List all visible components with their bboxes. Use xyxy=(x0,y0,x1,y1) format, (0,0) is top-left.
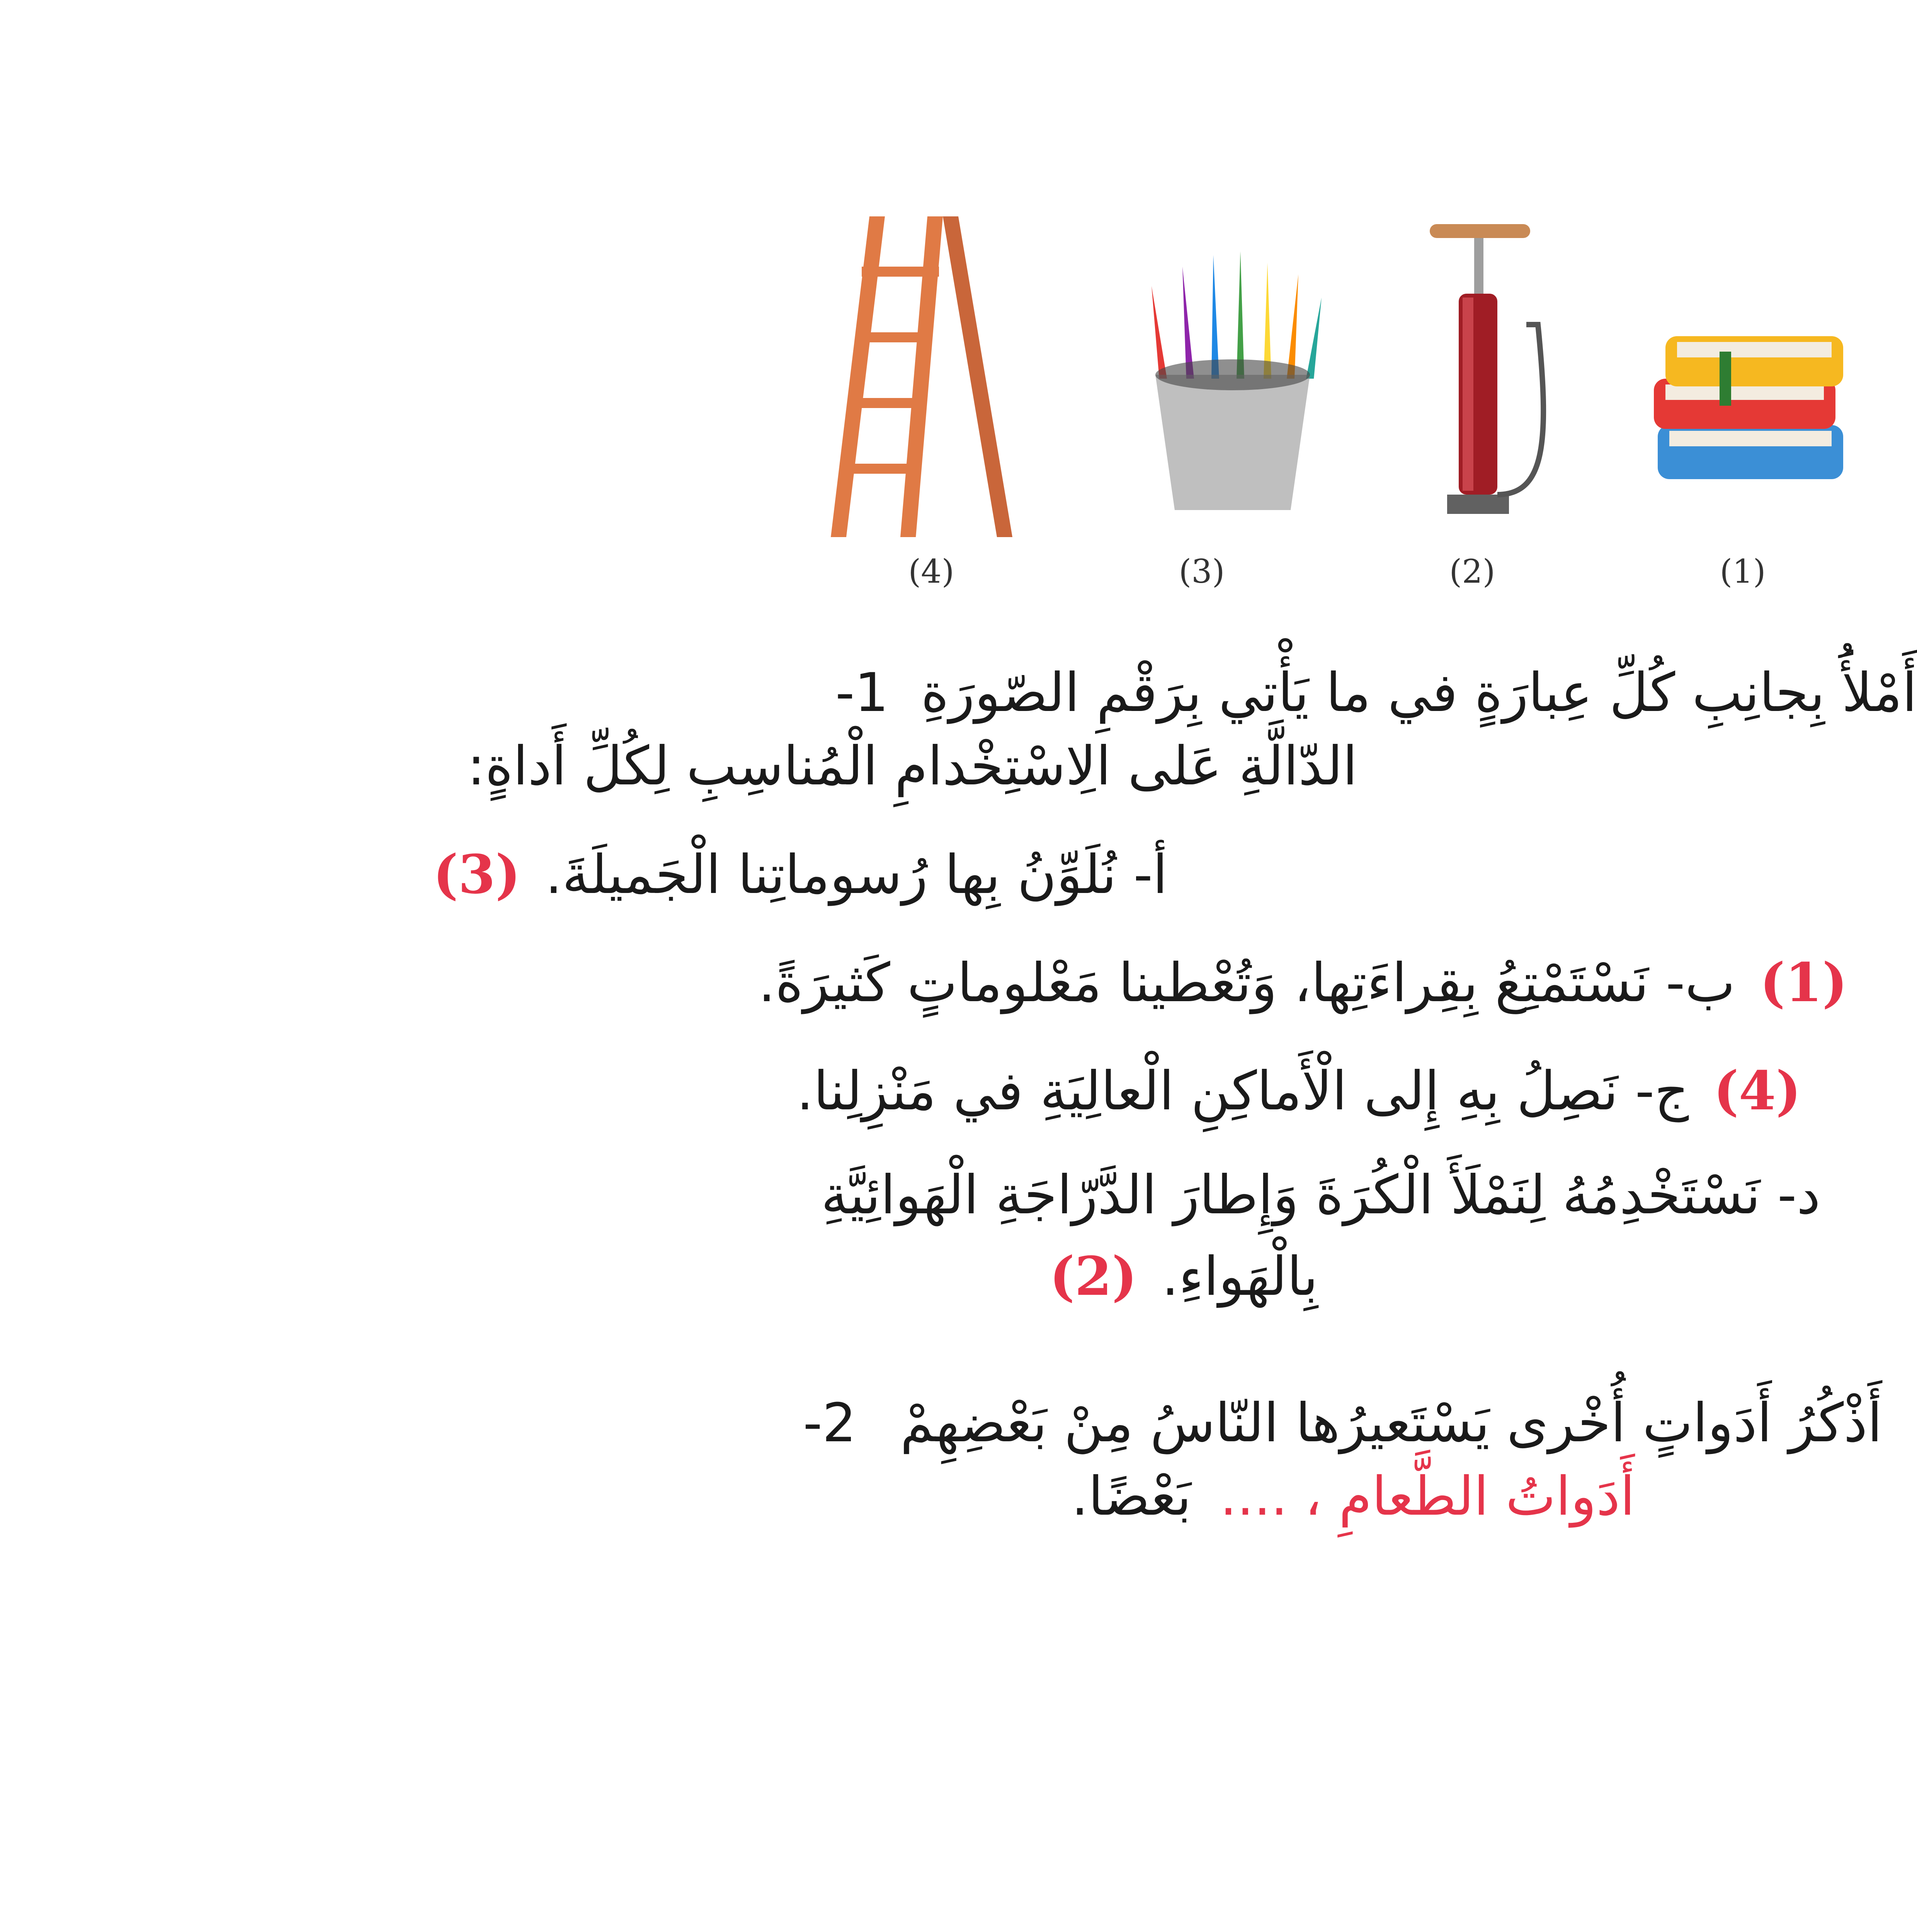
question-1-number: 1- xyxy=(835,662,889,724)
item-c-answer: (4) xyxy=(1713,1059,1801,1122)
pencil-cup-image xyxy=(1124,209,1341,541)
item-a-text: أ- نُلَوِّنُ بِها رُسوماتِنا الْجَميلَةَ. xyxy=(545,844,1168,906)
image-caption-2: (2) xyxy=(1449,553,1495,590)
ladder-image xyxy=(827,209,1043,541)
image-caption-3: (3) xyxy=(1179,553,1225,590)
question-1-text-2: الدّالَّةِ عَلى الِاسْتِخْدامِ الْمُناسِبِ لِكُلِّ أَداةٍ: xyxy=(467,735,1357,797)
question-2-text: أَذْكُرُ أَدَواتٍ أُخْرى يَسْتَعيرُها النّاسُ مِنْ بَعْضِهِمْ xyxy=(900,1392,1882,1454)
ladder-icon xyxy=(827,209,1043,541)
image-caption-4: (4) xyxy=(908,553,954,590)
item-b-answer: (1) xyxy=(1760,951,1847,1014)
item-d-text: د- نَسْتَخْدِمُهُ لِنَمْلَأَ الْكُرَةَ وَإِطارَ الدَّرّاجَةِ الْهَوائِيَّةِ xyxy=(821,1164,1820,1226)
question-1-text: أَمْلأَُ بِجانِبِ كُلِّ عِبارَةٍ في ما يَأْتي بِرَقْمِ الصّورَةِ xyxy=(921,662,1917,724)
item-d-line-2 xyxy=(854,1244,1318,1309)
item-b xyxy=(735,951,1855,1015)
question-2-number: 2- xyxy=(803,1392,856,1454)
question-1-line-1 xyxy=(8,661,1917,725)
pencil-cup-icon xyxy=(1124,209,1341,541)
item-c xyxy=(688,1059,1809,1123)
air-pump-image xyxy=(1364,209,1580,541)
image-caption-1: (1) xyxy=(1720,553,1766,590)
item-d-text-2: بِالْهَواءِ. xyxy=(1162,1245,1318,1308)
books-image xyxy=(1642,209,1859,541)
question-2-line-2 xyxy=(823,1464,1635,1529)
question-2-line-1 xyxy=(781,1391,1882,1455)
item-c-text: ج- نَصِلُ بِهِ إِلى الْأَماكِنِ الْعالِيَةِ في مَنْزِلِنا. xyxy=(796,1060,1689,1122)
question-2-text-2: بَعْضًا. xyxy=(1071,1465,1192,1527)
item-d-line-1 xyxy=(700,1163,1820,1227)
item-a xyxy=(178,842,1415,907)
item-a-answer: (3) xyxy=(433,843,521,906)
question-1-line-2 xyxy=(139,734,1685,798)
books-icon xyxy=(1642,209,1859,541)
item-b-text: ب- نَسْتَمْتِعُ بِقِراءَتِها، وَتُعْطينا مَعْلوماتٍ كَثيرَةً. xyxy=(758,952,1735,1014)
air-pump-icon xyxy=(1364,209,1580,541)
item-d-answer: (2) xyxy=(1050,1245,1137,1308)
question-2-answer: أَدَواتُ الطَّعامِ ، .... xyxy=(1220,1465,1635,1527)
